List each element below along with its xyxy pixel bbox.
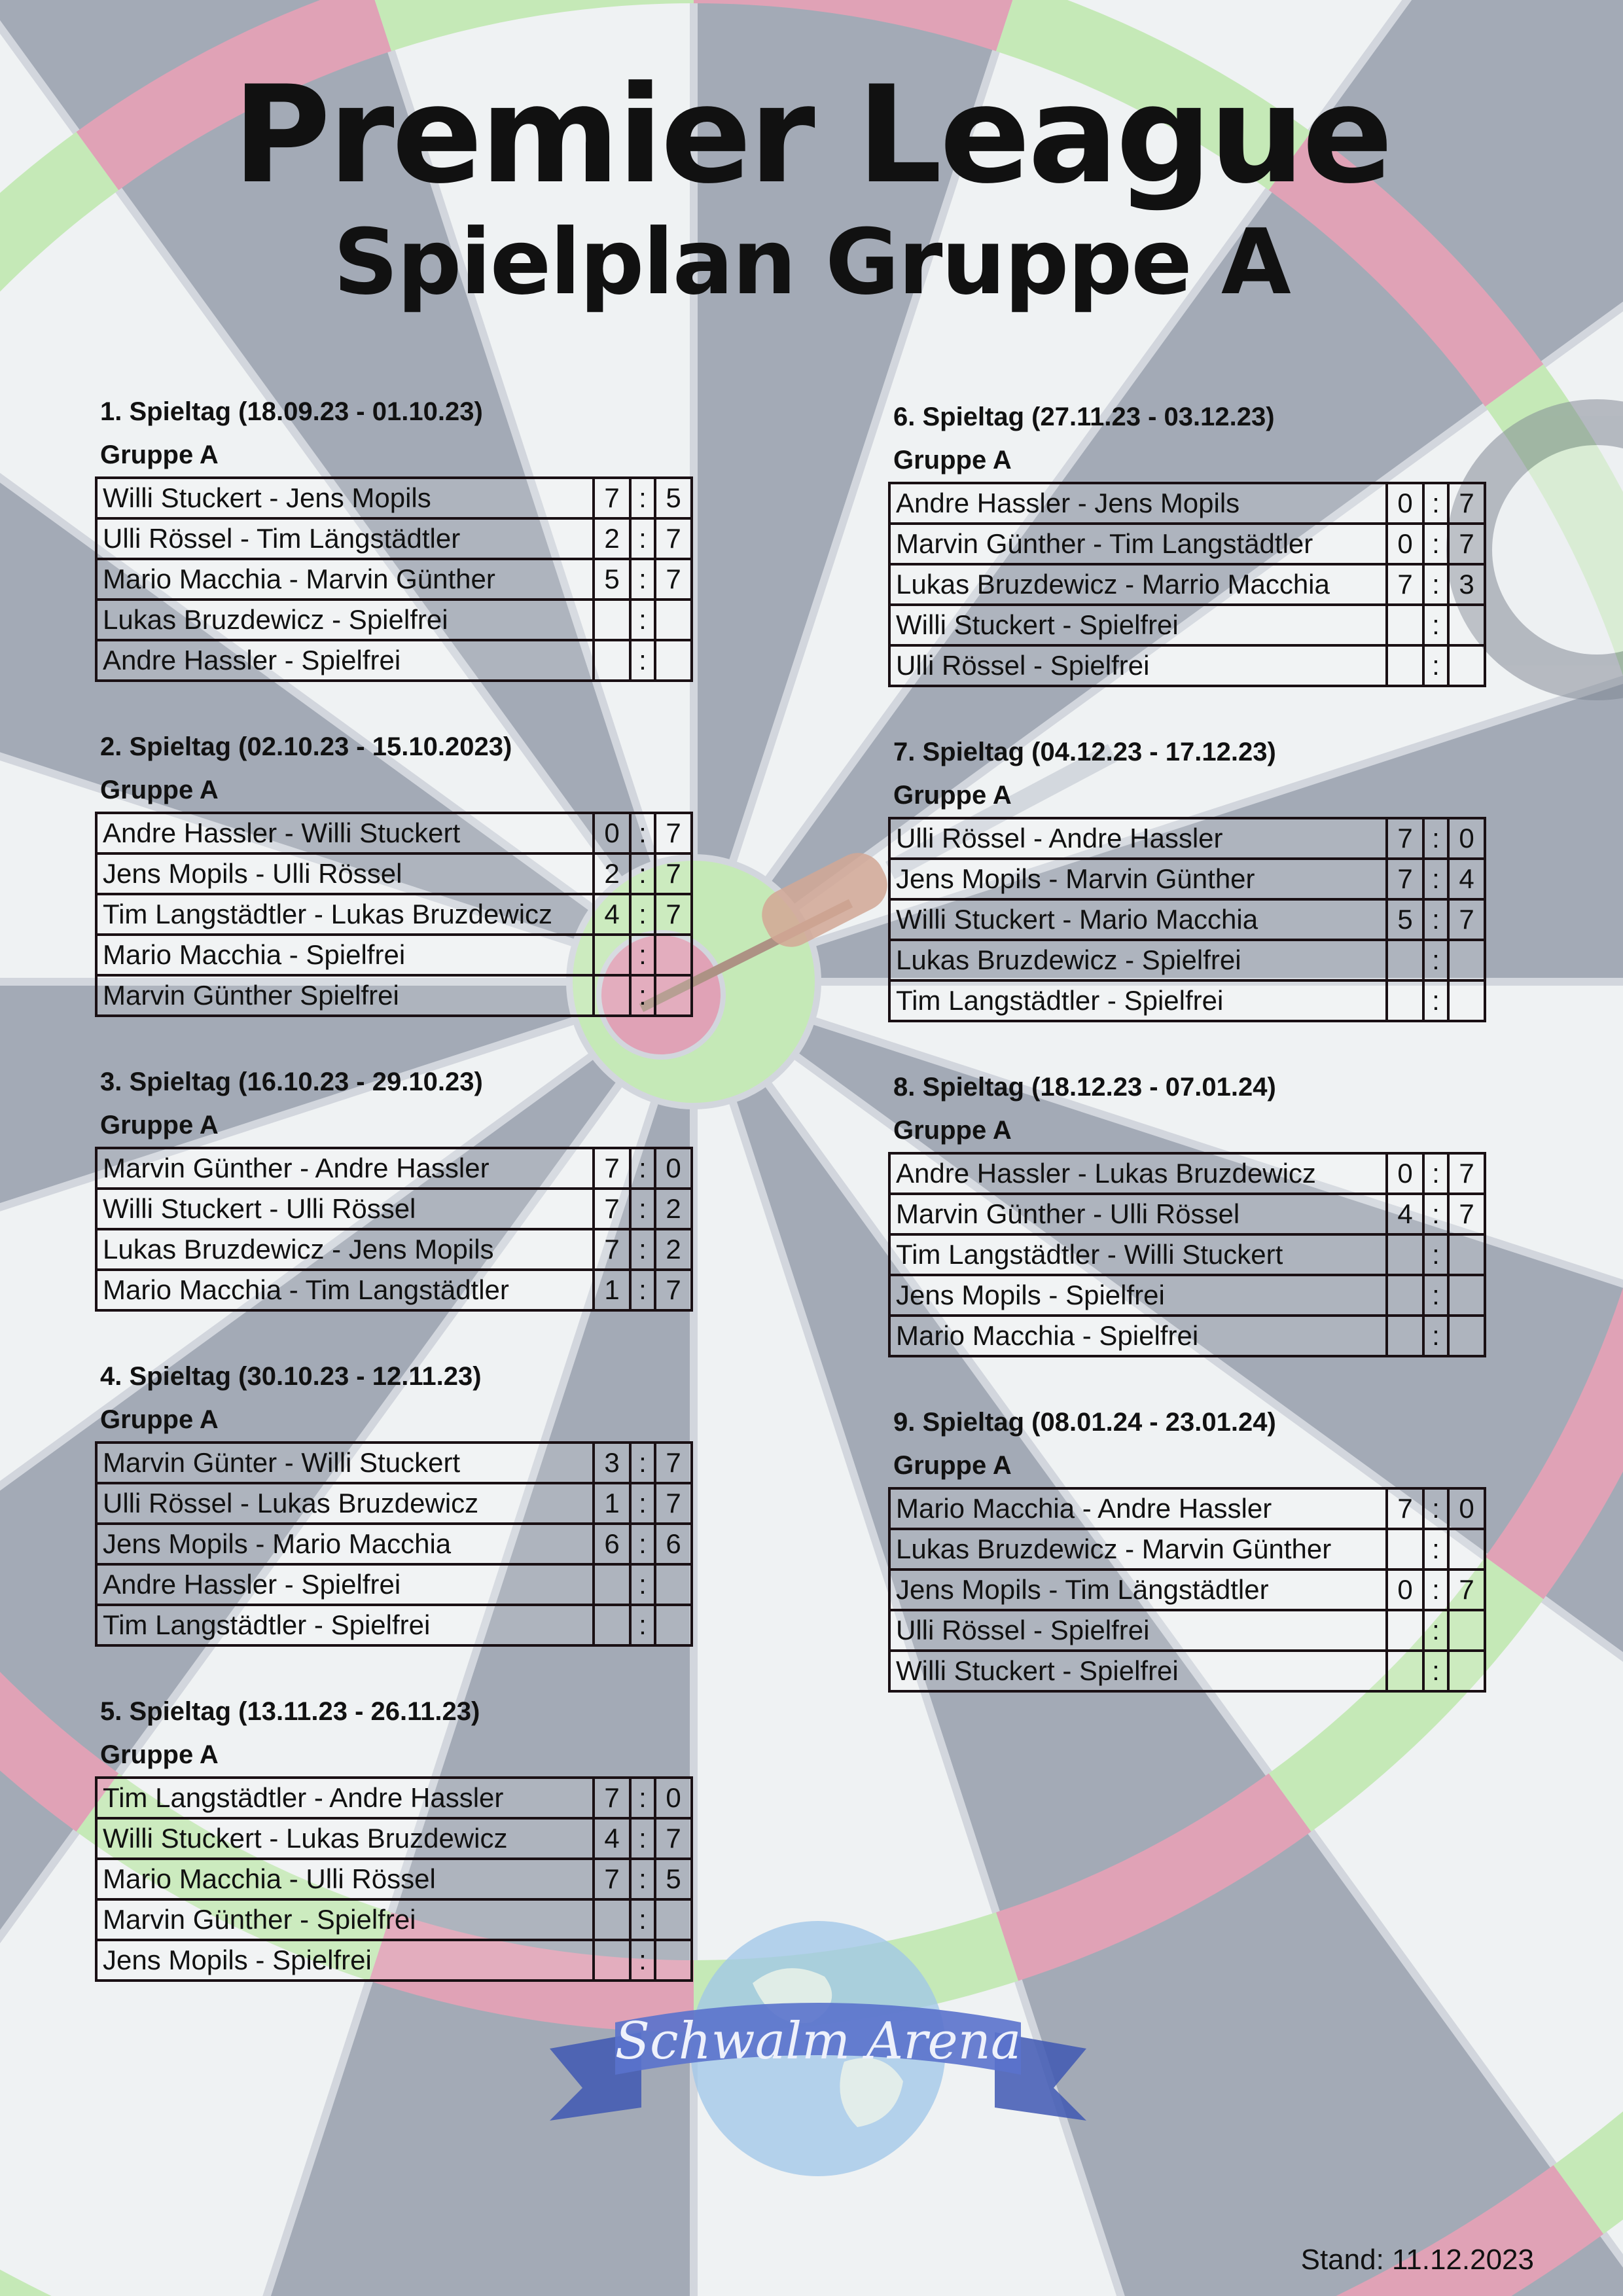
logo-text: Schwalm Arena: [615, 2012, 1022, 2071]
matches-table: [888, 482, 1486, 687]
page-title: Premier League: [232, 58, 1391, 213]
match-pairing: Andre Hassler - Jens Mopils: [889, 483, 1387, 524]
home-score: 0: [1387, 1570, 1423, 1610]
score-separator: :: [1423, 1316, 1448, 1356]
home-score: [1387, 1529, 1423, 1570]
match-row: [96, 478, 692, 518]
away-score: [1448, 1316, 1485, 1356]
matches-table: [95, 812, 693, 1017]
match-pairing: Tim Langstädtler - Spielfrei: [96, 1605, 594, 1645]
home-score: 7: [1387, 1488, 1423, 1529]
matchday-title: 7. Spieltag (04.12.23 - 17.12.23): [893, 738, 1276, 766]
match-row: [96, 640, 692, 681]
home-score: 2: [594, 518, 630, 559]
away-score: 0: [655, 1778, 692, 1818]
away-score: 0: [1448, 1488, 1485, 1529]
match-row: [889, 1234, 1485, 1275]
away-score: 5: [655, 478, 692, 518]
match-pairing: Lukas Bruzdewicz - Marrio Macchia: [889, 564, 1387, 605]
home-score: [594, 600, 630, 640]
match-row: [96, 1189, 692, 1229]
home-score: [1387, 1275, 1423, 1316]
score-separator: :: [1423, 1234, 1448, 1275]
score-separator: :: [1423, 605, 1448, 645]
match-pairing: Lukas Bruzdewicz - Marvin Günther: [889, 1529, 1387, 1570]
match-pairing: Marvin Günter - Willi Stuckert: [96, 1443, 594, 1483]
schedule-column-right: [888, 395, 1486, 1736]
score-separator: :: [1423, 818, 1448, 859]
matchday-title: 2. Spieltag (02.10.23 - 15.10.2023): [100, 732, 512, 761]
home-score: [1387, 605, 1423, 645]
home-score: [594, 1564, 630, 1605]
home-score: 1: [594, 1483, 630, 1524]
match-pairing: Jens Mopils - Marvin Günther: [889, 859, 1387, 899]
away-score: [1448, 645, 1485, 686]
away-score: [655, 640, 692, 681]
match-row: [96, 813, 692, 853]
matches-table: [95, 476, 693, 682]
match-pairing: Marvin Günther - Spielfrei: [96, 1899, 594, 1940]
score-separator: :: [1423, 1194, 1448, 1234]
group-label: Gruppe A: [100, 1405, 219, 1434]
match-row: [889, 980, 1485, 1021]
score-separator: :: [630, 1524, 655, 1564]
match-pairing: Tim Langstädtler - Spielfrei: [889, 980, 1387, 1021]
match-row: [889, 1275, 1485, 1316]
away-score: 7: [1448, 524, 1485, 564]
group-label: Gruppe A: [893, 1451, 1012, 1480]
matchday-block: [888, 395, 1486, 687]
score-separator: :: [630, 1483, 655, 1524]
score-separator: :: [1423, 645, 1448, 686]
score-separator: :: [1423, 1570, 1448, 1610]
score-separator: :: [630, 1229, 655, 1270]
score-separator: :: [1423, 483, 1448, 524]
away-score: [655, 935, 692, 975]
home-score: 3: [594, 1443, 630, 1483]
home-score: 0: [1387, 483, 1423, 524]
home-score: 6: [594, 1524, 630, 1564]
match-row: [96, 1605, 692, 1645]
away-score: 7: [1448, 1153, 1485, 1194]
away-score: [655, 1605, 692, 1645]
away-score: 7: [655, 1818, 692, 1859]
home-score: [594, 640, 630, 681]
matchday-block: [95, 390, 693, 682]
match-pairing: Mario Macchia - Spielfrei: [889, 1316, 1387, 1356]
score-separator: :: [630, 1148, 655, 1189]
score-separator: :: [630, 640, 655, 681]
match-row: [889, 1153, 1485, 1194]
match-pairing: Tim Langstädtler - Lukas Bruzdewicz: [96, 894, 594, 935]
away-score: 0: [1448, 818, 1485, 859]
match-pairing: Andre Hassler - Willi Stuckert: [96, 813, 594, 853]
matchday-block: [95, 1355, 693, 1647]
score-separator: :: [1423, 564, 1448, 605]
match-row: [96, 975, 692, 1016]
matchday-block: [888, 1066, 1486, 1357]
group-label: Gruppe A: [100, 1111, 219, 1139]
score-separator: :: [630, 1859, 655, 1899]
home-score: 7: [594, 1148, 630, 1189]
match-row: [889, 645, 1485, 686]
match-row: [96, 1229, 692, 1270]
away-score: [1448, 1234, 1485, 1275]
match-pairing: Ulli Rössel - Spielfrei: [889, 645, 1387, 686]
matchday-title: 9. Spieltag (08.01.24 - 23.01.24): [893, 1408, 1276, 1437]
score-separator: :: [630, 1443, 655, 1483]
home-score: 2: [594, 853, 630, 894]
match-row: [889, 1194, 1485, 1234]
score-separator: :: [630, 1940, 655, 1981]
score-separator: :: [630, 975, 655, 1016]
matchday-block: [95, 1060, 693, 1312]
matches-table: [95, 1441, 693, 1647]
match-pairing: Lukas Bruzdewicz - Spielfrei: [889, 940, 1387, 980]
home-score: 5: [1387, 899, 1423, 940]
match-pairing: Andre Hassler - Spielfrei: [96, 640, 594, 681]
score-separator: :: [1423, 940, 1448, 980]
match-row: [889, 818, 1485, 859]
home-score: 4: [1387, 1194, 1423, 1234]
match-row: [96, 1818, 692, 1859]
match-pairing: Ulli Rössel - Tim Längstädtler: [96, 518, 594, 559]
score-separator: :: [630, 894, 655, 935]
away-score: [1448, 605, 1485, 645]
match-row: [889, 605, 1485, 645]
home-score: [1387, 645, 1423, 686]
home-score: [1387, 1651, 1423, 1691]
away-score: [1448, 1610, 1485, 1651]
score-separator: :: [630, 935, 655, 975]
home-score: 7: [1387, 564, 1423, 605]
score-separator: :: [1423, 859, 1448, 899]
home-score: 7: [594, 1189, 630, 1229]
away-score: [655, 1564, 692, 1605]
home-score: 4: [594, 1818, 630, 1859]
match-row: [96, 1483, 692, 1524]
score-separator: :: [630, 853, 655, 894]
score-separator: :: [1423, 899, 1448, 940]
match-pairing: Willi Stuckert - Lukas Bruzdewicz: [96, 1818, 594, 1859]
away-score: 7: [655, 1270, 692, 1310]
match-row: [889, 1610, 1485, 1651]
match-row: [96, 1270, 692, 1310]
away-score: 5: [655, 1859, 692, 1899]
matchday-title: 8. Spieltag (18.12.23 - 07.01.24): [893, 1073, 1276, 1102]
match-pairing: Willi Stuckert - Spielfrei: [889, 1651, 1387, 1691]
score-separator: :: [630, 1270, 655, 1310]
schedule-column-left: [95, 390, 693, 2025]
match-row: [96, 853, 692, 894]
matchday-title: 4. Spieltag (30.10.23 - 12.11.23): [100, 1362, 482, 1391]
home-score: [1387, 940, 1423, 980]
matchday-title: 3. Spieltag (16.10.23 - 29.10.23): [100, 1067, 483, 1096]
match-pairing: Ulli Rössel - Andre Hassler: [889, 818, 1387, 859]
group-label: Gruppe A: [893, 781, 1012, 810]
match-row: [889, 1316, 1485, 1356]
home-score: 1: [594, 1270, 630, 1310]
home-score: [1387, 1316, 1423, 1356]
home-score: 7: [1387, 859, 1423, 899]
match-pairing: Willi Stuckert - Jens Mopils: [96, 478, 594, 518]
home-score: 5: [594, 559, 630, 600]
match-row: [96, 894, 692, 935]
score-separator: :: [1423, 1610, 1448, 1651]
home-score: 7: [594, 1229, 630, 1270]
match-row: [889, 483, 1485, 524]
score-separator: :: [630, 559, 655, 600]
match-row: [889, 859, 1485, 899]
match-pairing: Jens Mopils - Mario Macchia: [96, 1524, 594, 1564]
home-score: 4: [594, 894, 630, 935]
match-pairing: Mario Macchia - Ulli Rössel: [96, 1859, 594, 1899]
match-pairing: Mario Macchia - Marvin Günther: [96, 559, 594, 600]
away-score: [1448, 1275, 1485, 1316]
away-score: 2: [655, 1189, 692, 1229]
match-row: [889, 564, 1485, 605]
matchday-title: 1. Spieltag (18.09.23 - 01.10.23): [100, 397, 483, 426]
away-score: 7: [1448, 483, 1485, 524]
matches-table: [888, 817, 1486, 1022]
away-score: 7: [655, 813, 692, 853]
score-separator: :: [630, 478, 655, 518]
match-row: [96, 518, 692, 559]
score-separator: :: [1423, 1651, 1448, 1691]
score-separator: :: [1423, 1153, 1448, 1194]
match-pairing: Lukas Bruzdewicz - Spielfrei: [96, 600, 594, 640]
match-pairing: Mario Macchia - Tim Langstädtler: [96, 1270, 594, 1310]
score-separator: :: [630, 1818, 655, 1859]
match-row: [889, 1488, 1485, 1529]
score-separator: :: [630, 1778, 655, 1818]
match-row: [889, 940, 1485, 980]
home-score: [1387, 1610, 1423, 1651]
home-score: 7: [1387, 818, 1423, 859]
group-label: Gruppe A: [100, 440, 219, 469]
matches-table: [888, 1487, 1486, 1693]
match-row: [96, 935, 692, 975]
home-score: [594, 975, 630, 1016]
away-score: 7: [655, 518, 692, 559]
away-score: [655, 600, 692, 640]
match-pairing: Jens Mopils - Spielfrei: [889, 1275, 1387, 1316]
away-score: [655, 975, 692, 1016]
score-separator: :: [630, 1605, 655, 1645]
score-separator: :: [1423, 1529, 1448, 1570]
matches-table: [95, 1147, 693, 1312]
away-score: 3: [1448, 564, 1485, 605]
home-score: 7: [594, 1778, 630, 1818]
match-pairing: Willi Stuckert - Spielfrei: [889, 605, 1387, 645]
score-separator: :: [630, 813, 655, 853]
group-label: Gruppe A: [100, 1740, 219, 1769]
match-row: [889, 524, 1485, 564]
score-separator: :: [1423, 980, 1448, 1021]
away-score: [1448, 1651, 1485, 1691]
home-score: [1387, 1234, 1423, 1275]
match-row: [96, 559, 692, 600]
match-row: [96, 1524, 692, 1564]
match-pairing: Mario Macchia - Spielfrei: [96, 935, 594, 975]
schwalm-arena-logo: [537, 1892, 1099, 2179]
score-separator: :: [630, 1189, 655, 1229]
home-score: [594, 935, 630, 975]
matchday-block: [95, 725, 693, 1017]
match-pairing: Lukas Bruzdewicz - Jens Mopils: [96, 1229, 594, 1270]
home-score: [1387, 980, 1423, 1021]
match-row: [96, 1148, 692, 1189]
matchday-title: 5. Spieltag (13.11.23 - 26.11.23): [100, 1697, 480, 1726]
match-row: [96, 1443, 692, 1483]
match-row: [96, 600, 692, 640]
away-score: 7: [655, 853, 692, 894]
match-pairing: Marvin Günther - Tim Langstädtler: [889, 524, 1387, 564]
score-separator: :: [630, 1899, 655, 1940]
match-pairing: Andre Hassler - Lukas Bruzdewicz: [889, 1153, 1387, 1194]
away-score: 0: [655, 1148, 692, 1189]
away-score: 7: [1448, 1570, 1485, 1610]
match-pairing: Ulli Rössel - Lukas Bruzdewicz: [96, 1483, 594, 1524]
match-pairing: Tim Langstädtler - Andre Hassler: [96, 1778, 594, 1818]
home-score: 0: [594, 813, 630, 853]
group-label: Gruppe A: [893, 1116, 1012, 1145]
score-separator: :: [630, 1564, 655, 1605]
away-score: [1448, 980, 1485, 1021]
match-pairing: Ulli Rössel - Spielfrei: [889, 1610, 1387, 1651]
away-score: [1448, 940, 1485, 980]
page-subtitle: Spielplan Gruppe A: [333, 209, 1290, 315]
match-pairing: Marvin Günther Spielfrei: [96, 975, 594, 1016]
match-pairing: Mario Macchia - Andre Hassler: [889, 1488, 1387, 1529]
match-row: [889, 899, 1485, 940]
away-score: 7: [655, 894, 692, 935]
home-score: 0: [1387, 1153, 1423, 1194]
match-pairing: Willi Stuckert - Ulli Rössel: [96, 1189, 594, 1229]
match-row: [96, 1778, 692, 1818]
home-score: 7: [594, 478, 630, 518]
away-score: 7: [1448, 1194, 1485, 1234]
match-row: [889, 1570, 1485, 1610]
match-pairing: Jens Mopils - Tim Längstädtler: [889, 1570, 1387, 1610]
score-separator: :: [1423, 1488, 1448, 1529]
away-score: 7: [655, 1443, 692, 1483]
away-score: 2: [655, 1229, 692, 1270]
away-score: 7: [1448, 899, 1485, 940]
match-pairing: Marvin Günther - Andre Hassler: [96, 1148, 594, 1189]
match-pairing: Jens Mopils - Spielfrei: [96, 1940, 594, 1981]
match-row: [889, 1651, 1485, 1691]
away-score: 4: [1448, 859, 1485, 899]
match-pairing: Andre Hassler - Spielfrei: [96, 1564, 594, 1605]
score-separator: :: [1423, 1275, 1448, 1316]
stand-date: Stand: 11.12.2023: [1300, 2244, 1534, 2276]
home-score: [594, 1605, 630, 1645]
match-row: [96, 1564, 692, 1605]
away-score: 6: [655, 1524, 692, 1564]
away-score: 7: [655, 1483, 692, 1524]
match-pairing: Jens Mopils - Ulli Rössel: [96, 853, 594, 894]
home-score: 7: [594, 1859, 630, 1899]
group-label: Gruppe A: [100, 776, 219, 804]
home-score: 0: [1387, 524, 1423, 564]
score-separator: :: [1423, 524, 1448, 564]
matchday-title: 6. Spieltag (27.11.23 - 03.12.23): [893, 403, 1275, 431]
match-pairing: Marvin Günther - Ulli Rössel: [889, 1194, 1387, 1234]
score-separator: :: [630, 600, 655, 640]
matchday-block: [888, 1401, 1486, 1693]
match-pairing: Willi Stuckert - Mario Macchia: [889, 899, 1387, 940]
group-label: Gruppe A: [893, 446, 1012, 475]
score-separator: :: [630, 518, 655, 559]
match-pairing: Tim Langstädtler - Willi Stuckert: [889, 1234, 1387, 1275]
away-score: [1448, 1529, 1485, 1570]
matchday-block: [888, 730, 1486, 1022]
matches-table: [888, 1152, 1486, 1357]
away-score: 7: [655, 559, 692, 600]
match-row: [889, 1529, 1485, 1570]
